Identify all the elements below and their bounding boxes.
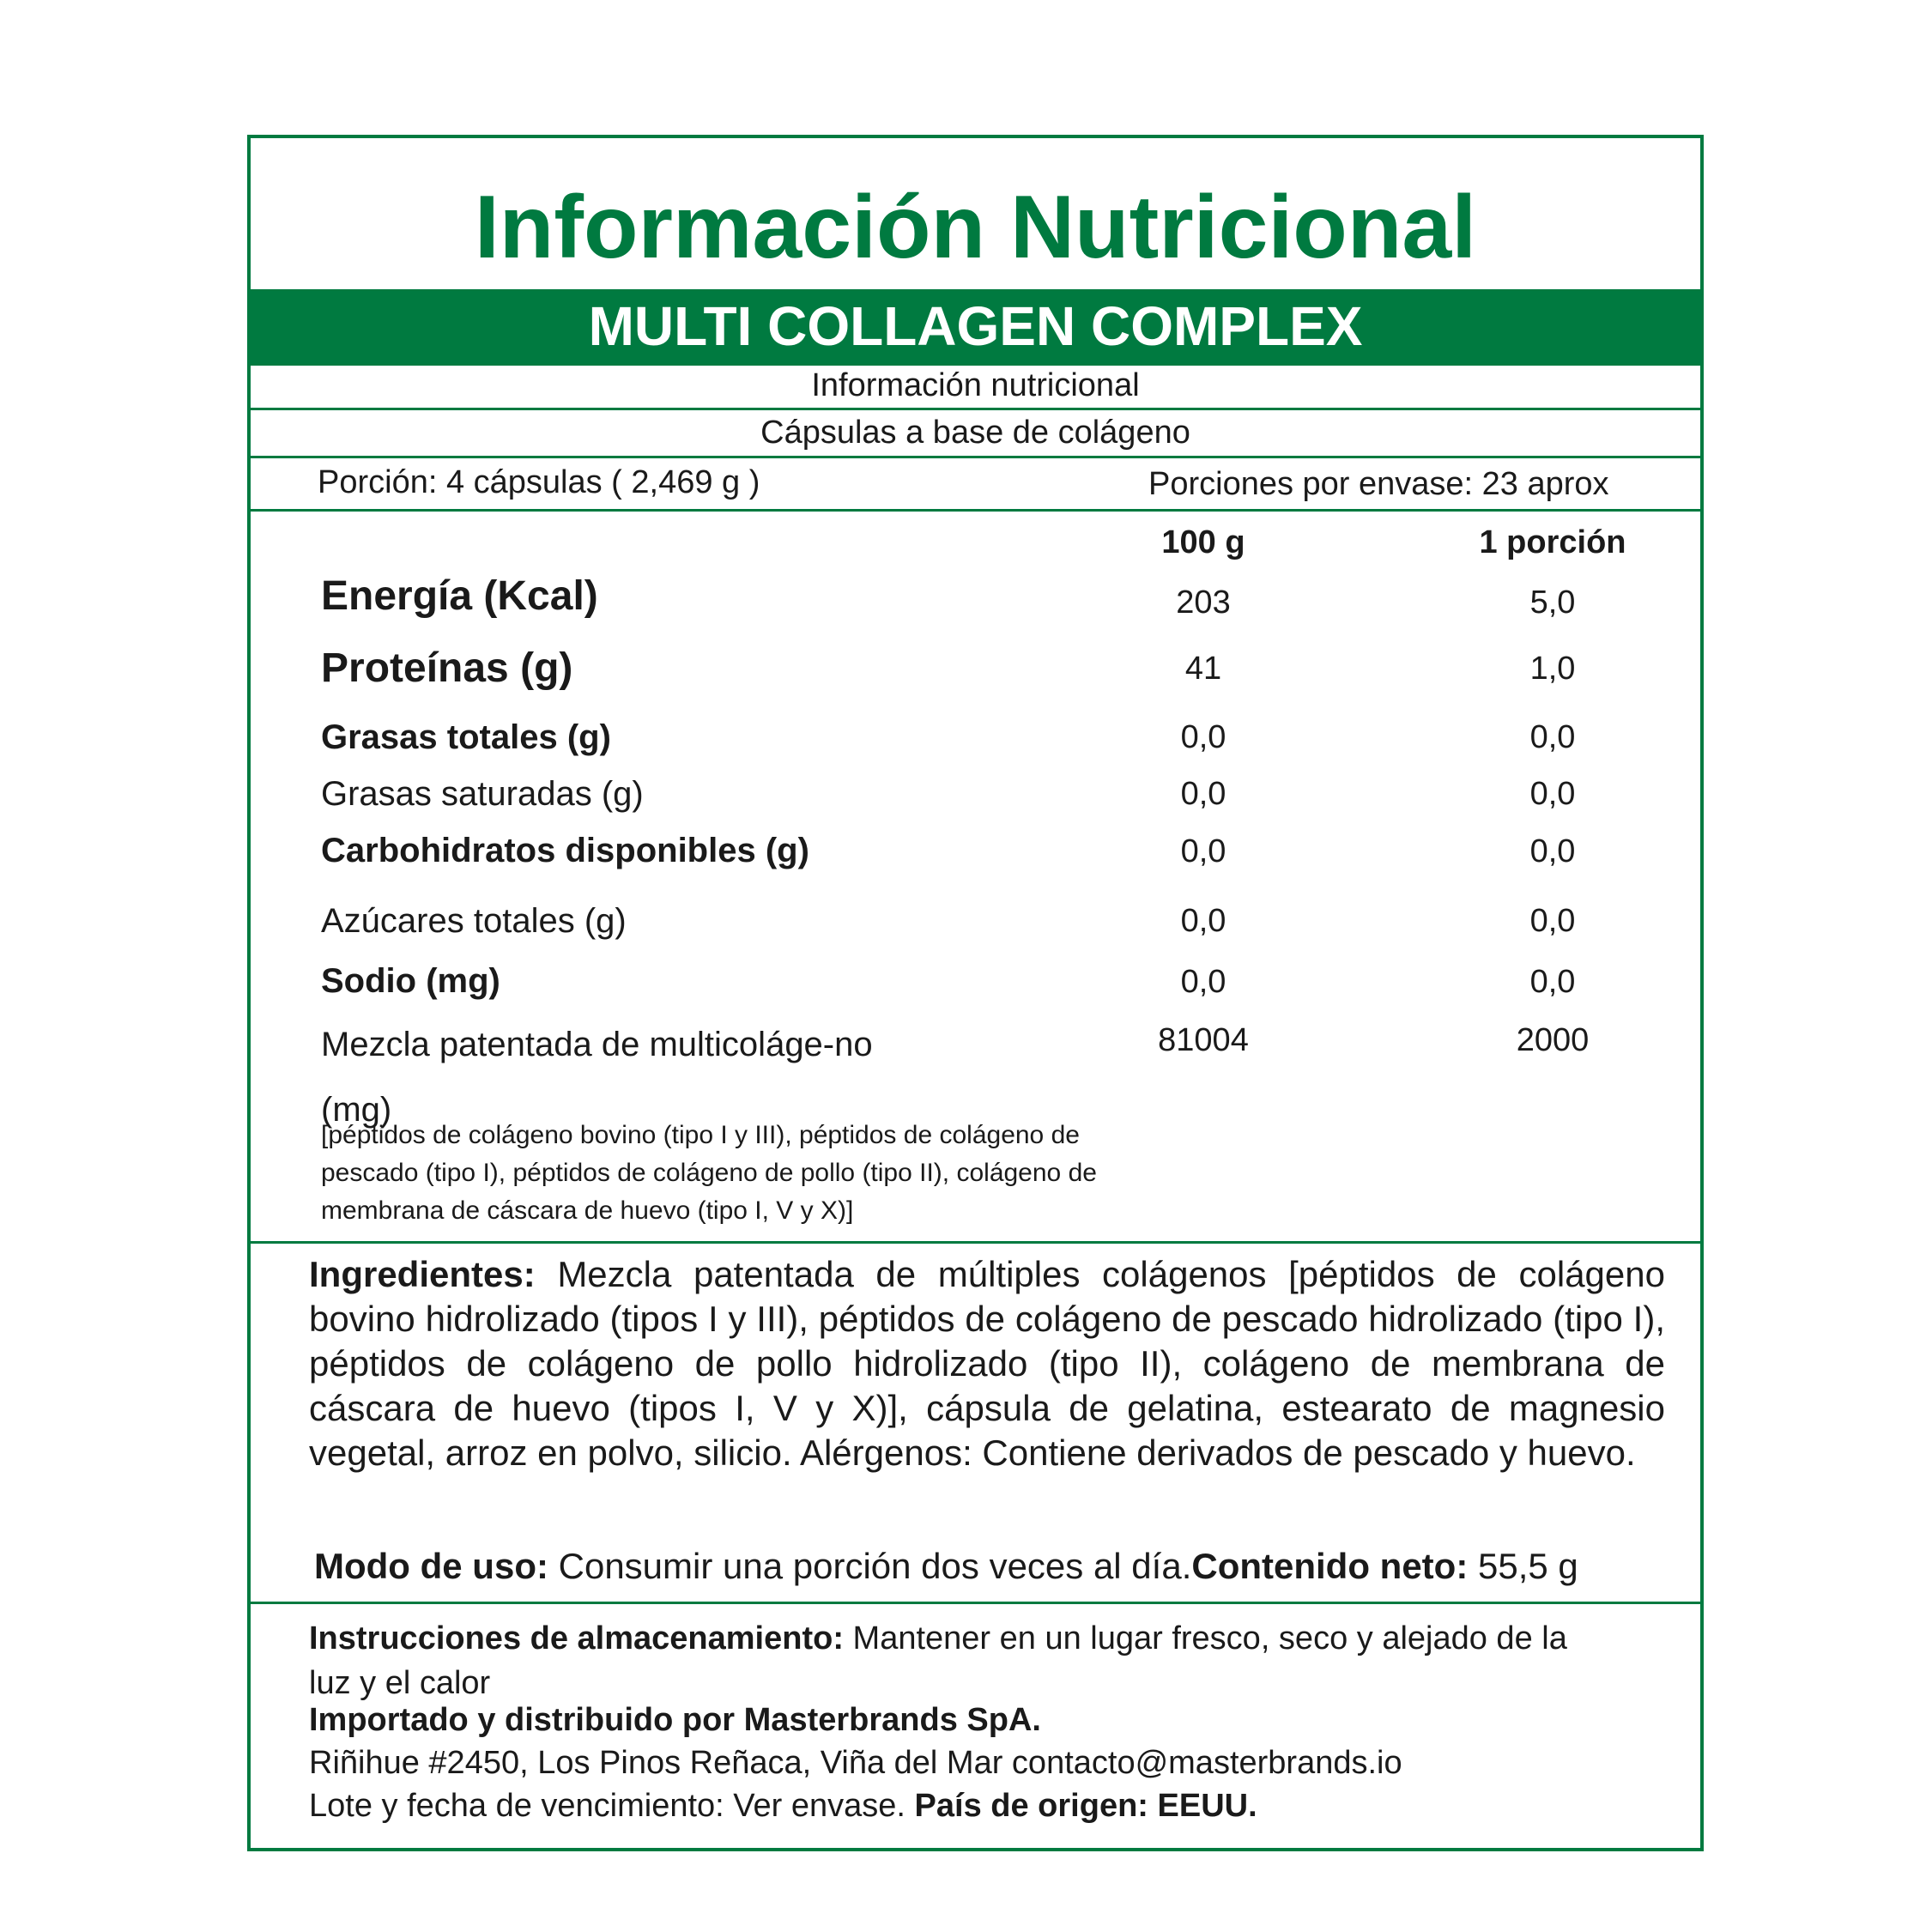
nutrition-label <box>247 135 1704 1851</box>
row-label-carbohydrates: Carbohidratos disponibles (g) <box>321 832 809 869</box>
ingredients-paragraph <box>309 1252 1665 1475</box>
row-label-total-fat: Grasas totales (g) <box>321 718 611 756</box>
value-carbohydrates-portion: 0,0 <box>1529 833 1576 869</box>
divider <box>251 1602 1700 1604</box>
storage-label: Instrucciones de almacenamiento: <box>309 1620 844 1656</box>
subtitle-capsules: Cápsulas a base de colágeno <box>760 415 1190 451</box>
divider <box>251 1241 1700 1244</box>
value-sodium-portion: 0,0 <box>1529 964 1576 1000</box>
ingredients-label: Ingredientes: <box>309 1254 536 1294</box>
row-label-collagen-blend: Mezcla patentada de multicoláge-no (mg) <box>321 1026 873 1129</box>
value-collagen-blend-100g: 81004 <box>1158 1022 1249 1058</box>
serving-size: Porción: 4 cápsulas ( 2,469 g ) <box>318 464 760 500</box>
net-content-label: Contenido neto: <box>1191 1546 1469 1586</box>
row-label-sodium: Sodio (mg) <box>321 962 500 1000</box>
row-label-energy: Energía (Kcal) <box>321 573 598 619</box>
value-energy-portion: 5,0 <box>1529 584 1576 621</box>
value-total-fat-portion: 0,0 <box>1529 719 1576 755</box>
importer: Importado y distribuido por Masterbrands SpA. <box>309 1702 1041 1738</box>
value-protein-100g: 41 <box>1184 651 1222 687</box>
row-label-sugars: Azúcares totales (g) <box>321 902 627 940</box>
divider <box>251 456 1700 458</box>
value-sugars-portion: 0,0 <box>1529 903 1576 939</box>
value-carbohydrates-100g: 0,0 <box>1180 833 1226 869</box>
storage-text: Mantener en un lugar fresco, seco y alejado de la luz y el calor <box>309 1620 1567 1701</box>
product-name-band: MULTI COLLAGEN COMPLEX <box>251 289 1700 363</box>
value-energy-100g: 203 <box>1176 584 1231 621</box>
servings-per-container: Porciones por envase: 23 aprox <box>1148 466 1609 502</box>
collagen-blend-note: [péptidos de colágeno bovino (tipo I y III), péptidos de colágeno de pescado (tipo I), péptidos de colágeno de pollo (tipo II), colágeno de membrana de cáscara de huevo (tipo I, V y X)] <box>321 1121 1097 1225</box>
row-label-saturated-fat: Grasas saturadas (g) <box>321 775 644 813</box>
usage-label: Modo de uso: <box>314 1546 548 1586</box>
column-header-portion: 1 porción <box>1479 524 1626 560</box>
lot-origin-line <box>309 1788 1257 1825</box>
lot-text: Lote y fecha de vencimiento: Ver envase. <box>309 1788 915 1824</box>
divider <box>251 509 1700 512</box>
country-of-origin: País de origen: EEUU. <box>914 1788 1257 1824</box>
value-collagen-blend-portion: 2000 <box>1516 1022 1590 1058</box>
value-saturated-fat-portion: 0,0 <box>1529 776 1576 812</box>
row-label-protein: Proteínas (g) <box>321 645 573 691</box>
usage-line <box>314 1546 1687 1587</box>
value-protein-portion: 1,0 <box>1529 651 1576 687</box>
usage-text: Consumir una porción dos veces al día. <box>548 1546 1192 1586</box>
value-sodium-100g: 0,0 <box>1180 964 1226 1000</box>
storage-instructions <box>309 1616 1579 1705</box>
address-contact: Riñihue #2450, Los Pinos Reñaca, Viña del Mar contacto@masterbrands.io <box>309 1745 1402 1781</box>
value-sugars-100g: 0,0 <box>1180 903 1226 939</box>
column-header-100g: 100 g <box>1161 524 1245 560</box>
subtitle-nutrition: Información nutricional <box>811 367 1140 403</box>
net-content-value: 55,5 g <box>1468 1546 1578 1586</box>
label-title: Información Nutricional <box>474 178 1477 277</box>
value-total-fat-100g: 0,0 <box>1180 719 1226 755</box>
ingredients-text: Mezcla patentada de múltiples colágenos [péptidos de colágeno bovino hidrolizado (tipos I y III), péptidos de colágeno de pescado hidrolizado (tipo I), péptidos de colágeno de pollo hidrolizado (tipo II), colágeno de membrana de cáscara de huevo (tipos I, V y X)], cápsula de gelatina, estearato de magnesio vegetal, arroz en polvo, silicio. Alérgenos: Contiene derivados de pescado y huevo. <box>309 1254 1665 1473</box>
value-saturated-fat-100g: 0,0 <box>1180 776 1226 812</box>
